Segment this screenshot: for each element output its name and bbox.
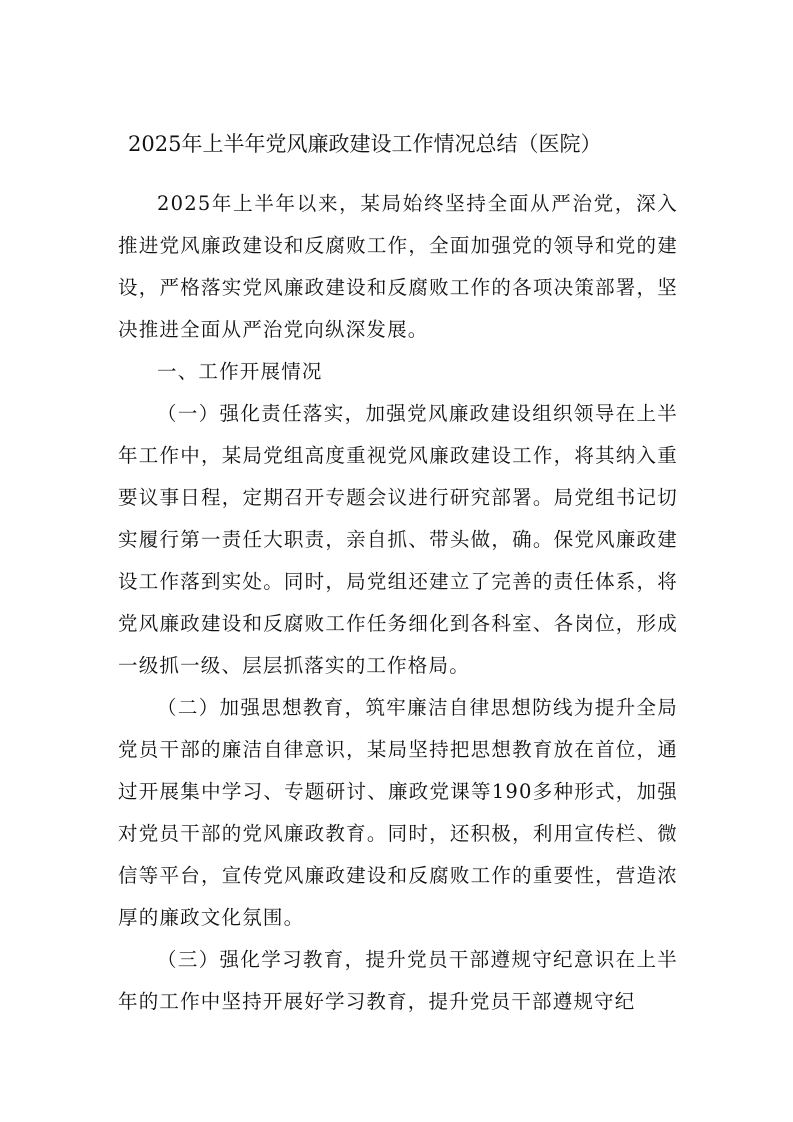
section-heading-work-status: 一、工作开展情况 [157, 360, 323, 383]
paragraph-item-2: （二）加强思想教育，筑牢廉洁自律思想防线为提升全局党员干部的廉洁自律意识，某局坚持把思想教育放在首位，通过开展集中学习、专题研讨、廉政党课等190多种形式，加强对党员干部的党风廉政教育。同时，还积极，利用宣传栏、微信等平台，宣传党风廉政建设和反腐败工作的重要性，营造浓厚的廉政文化氛围。 [118, 696, 678, 929]
document-title: 2025年上半年党风廉政建设工作情况总结（医院） [128, 132, 602, 156]
intro-paragraph: 2025年上半年以来，某局始终坚持全面从严治党，深入推进党风廉政建设和反腐败工作，全面加强党的领导和党的建设，严格落实党风廉政建设和反腐败工作的各项决策部署，坚决推进全面从严治党向纵深发展。 [118, 192, 678, 341]
paragraph-item-1: （一）强化责任落实，加强党风廉政建设组织领导在上半年工作中，某局党组高度重视党风廉政建设工作，将其纳入重要议事日程，定期召开专题会议进行研究部署。局党组书记切实履行第一责任大职责，亲自抓、带头做，确。保党风廉政建设工作落到实处。同时，局党组还建立了完善的责任体系，将党风廉政建设和反腐败工作任务细化到各科室、各岗位，形成一级抓一级、层层抓落实的工作格局。 [118, 402, 678, 677]
paragraph-item-3: （三）强化学习教育，提升党员干部遵规守纪意识在上半年的工作中坚持开展好学习教育，提升党员干部遵规守纪 [118, 948, 678, 1013]
document-page [118, 124, 678, 1023]
